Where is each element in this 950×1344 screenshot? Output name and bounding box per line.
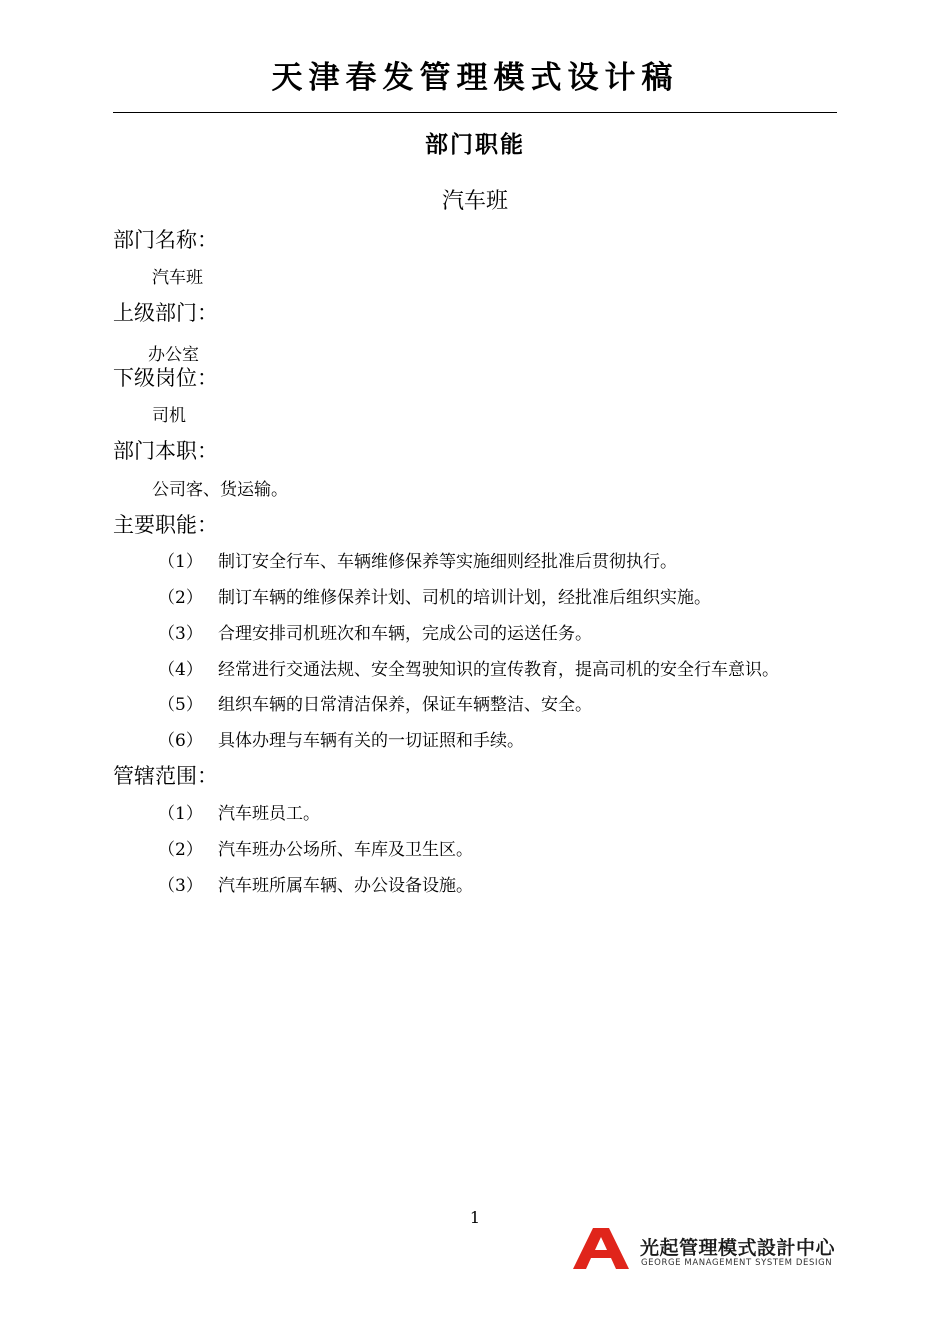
superior-dept-value: 办公室 xyxy=(148,345,199,365)
scope-item-number: （3） xyxy=(158,876,203,896)
scope-item-text: 汽车班办公场所、车库及卫生区。 xyxy=(218,840,473,860)
dept-name-value: 汽车班 xyxy=(152,268,203,288)
function-item-text: 经常进行交通法规、安全驾驶知识的宣传教育，提高司机的安全行车意识。 xyxy=(218,660,779,680)
subordinate-heading: 下级岗位： xyxy=(113,366,218,390)
scope-item xyxy=(158,835,473,860)
function-item xyxy=(158,547,677,572)
scope-item-text: 汽车班员工。 xyxy=(218,804,320,824)
logo-chinese-text: 光起管理模式設計中心 xyxy=(640,1237,836,1259)
dept-name-heading: 部门名称： xyxy=(113,228,218,252)
page-number: 1 xyxy=(469,1208,481,1227)
subordinate-value: 司机 xyxy=(152,406,186,426)
functions-heading: 主要职能： xyxy=(113,513,218,537)
function-item xyxy=(158,619,592,644)
header-divider xyxy=(113,112,837,113)
function-item xyxy=(158,583,711,608)
function-item-number: （1） xyxy=(158,552,203,572)
function-item-number: （3） xyxy=(158,624,203,644)
superior-dept-heading: 上级部门： xyxy=(113,301,218,325)
company-logo xyxy=(573,1226,843,1274)
scope-heading: 管辖范围： xyxy=(113,764,218,788)
scope-item xyxy=(158,799,320,824)
function-item xyxy=(158,655,779,680)
function-item-text: 合理安排司机班次和车辆，完成公司的运送任务。 xyxy=(218,624,592,644)
header-title: 天津春发管理模式设计稿 xyxy=(271,60,679,96)
duty-heading: 部门本职： xyxy=(113,439,218,463)
function-item-number: （4） xyxy=(158,660,203,680)
function-item-text: 组织车辆的日常清洁保养，保证车辆整洁、安全。 xyxy=(218,695,592,715)
department-title: 汽车班 xyxy=(441,189,508,214)
function-item-number: （6） xyxy=(158,731,203,751)
function-item xyxy=(158,726,524,751)
document-title: 部门职能 xyxy=(425,132,525,158)
logo-english-text: GEORGE MANAGEMENT SYSTEM DESIGN xyxy=(641,1258,833,1268)
scope-item-number: （1） xyxy=(158,804,203,824)
scope-item-text: 汽车班所属车辆、办公设备设施。 xyxy=(218,876,473,896)
scope-item-number: （2） xyxy=(158,840,203,860)
function-item xyxy=(158,690,592,715)
scope-item xyxy=(158,871,473,896)
function-item-text: 制订安全行车、车辆维修保养等实施细则经批准后贯彻执行。 xyxy=(218,552,677,572)
function-item-text: 具体办理与车辆有关的一切证照和手续。 xyxy=(218,731,524,751)
function-item-number: （2） xyxy=(158,588,203,608)
function-item-number: （5） xyxy=(158,695,203,715)
duty-value: 公司客、货运输。 xyxy=(152,480,288,500)
function-item-text: 制订车辆的维修保养计划、司机的培训计划，经批准后组织实施。 xyxy=(218,588,711,608)
letter-a-logo-icon xyxy=(573,1226,633,1272)
